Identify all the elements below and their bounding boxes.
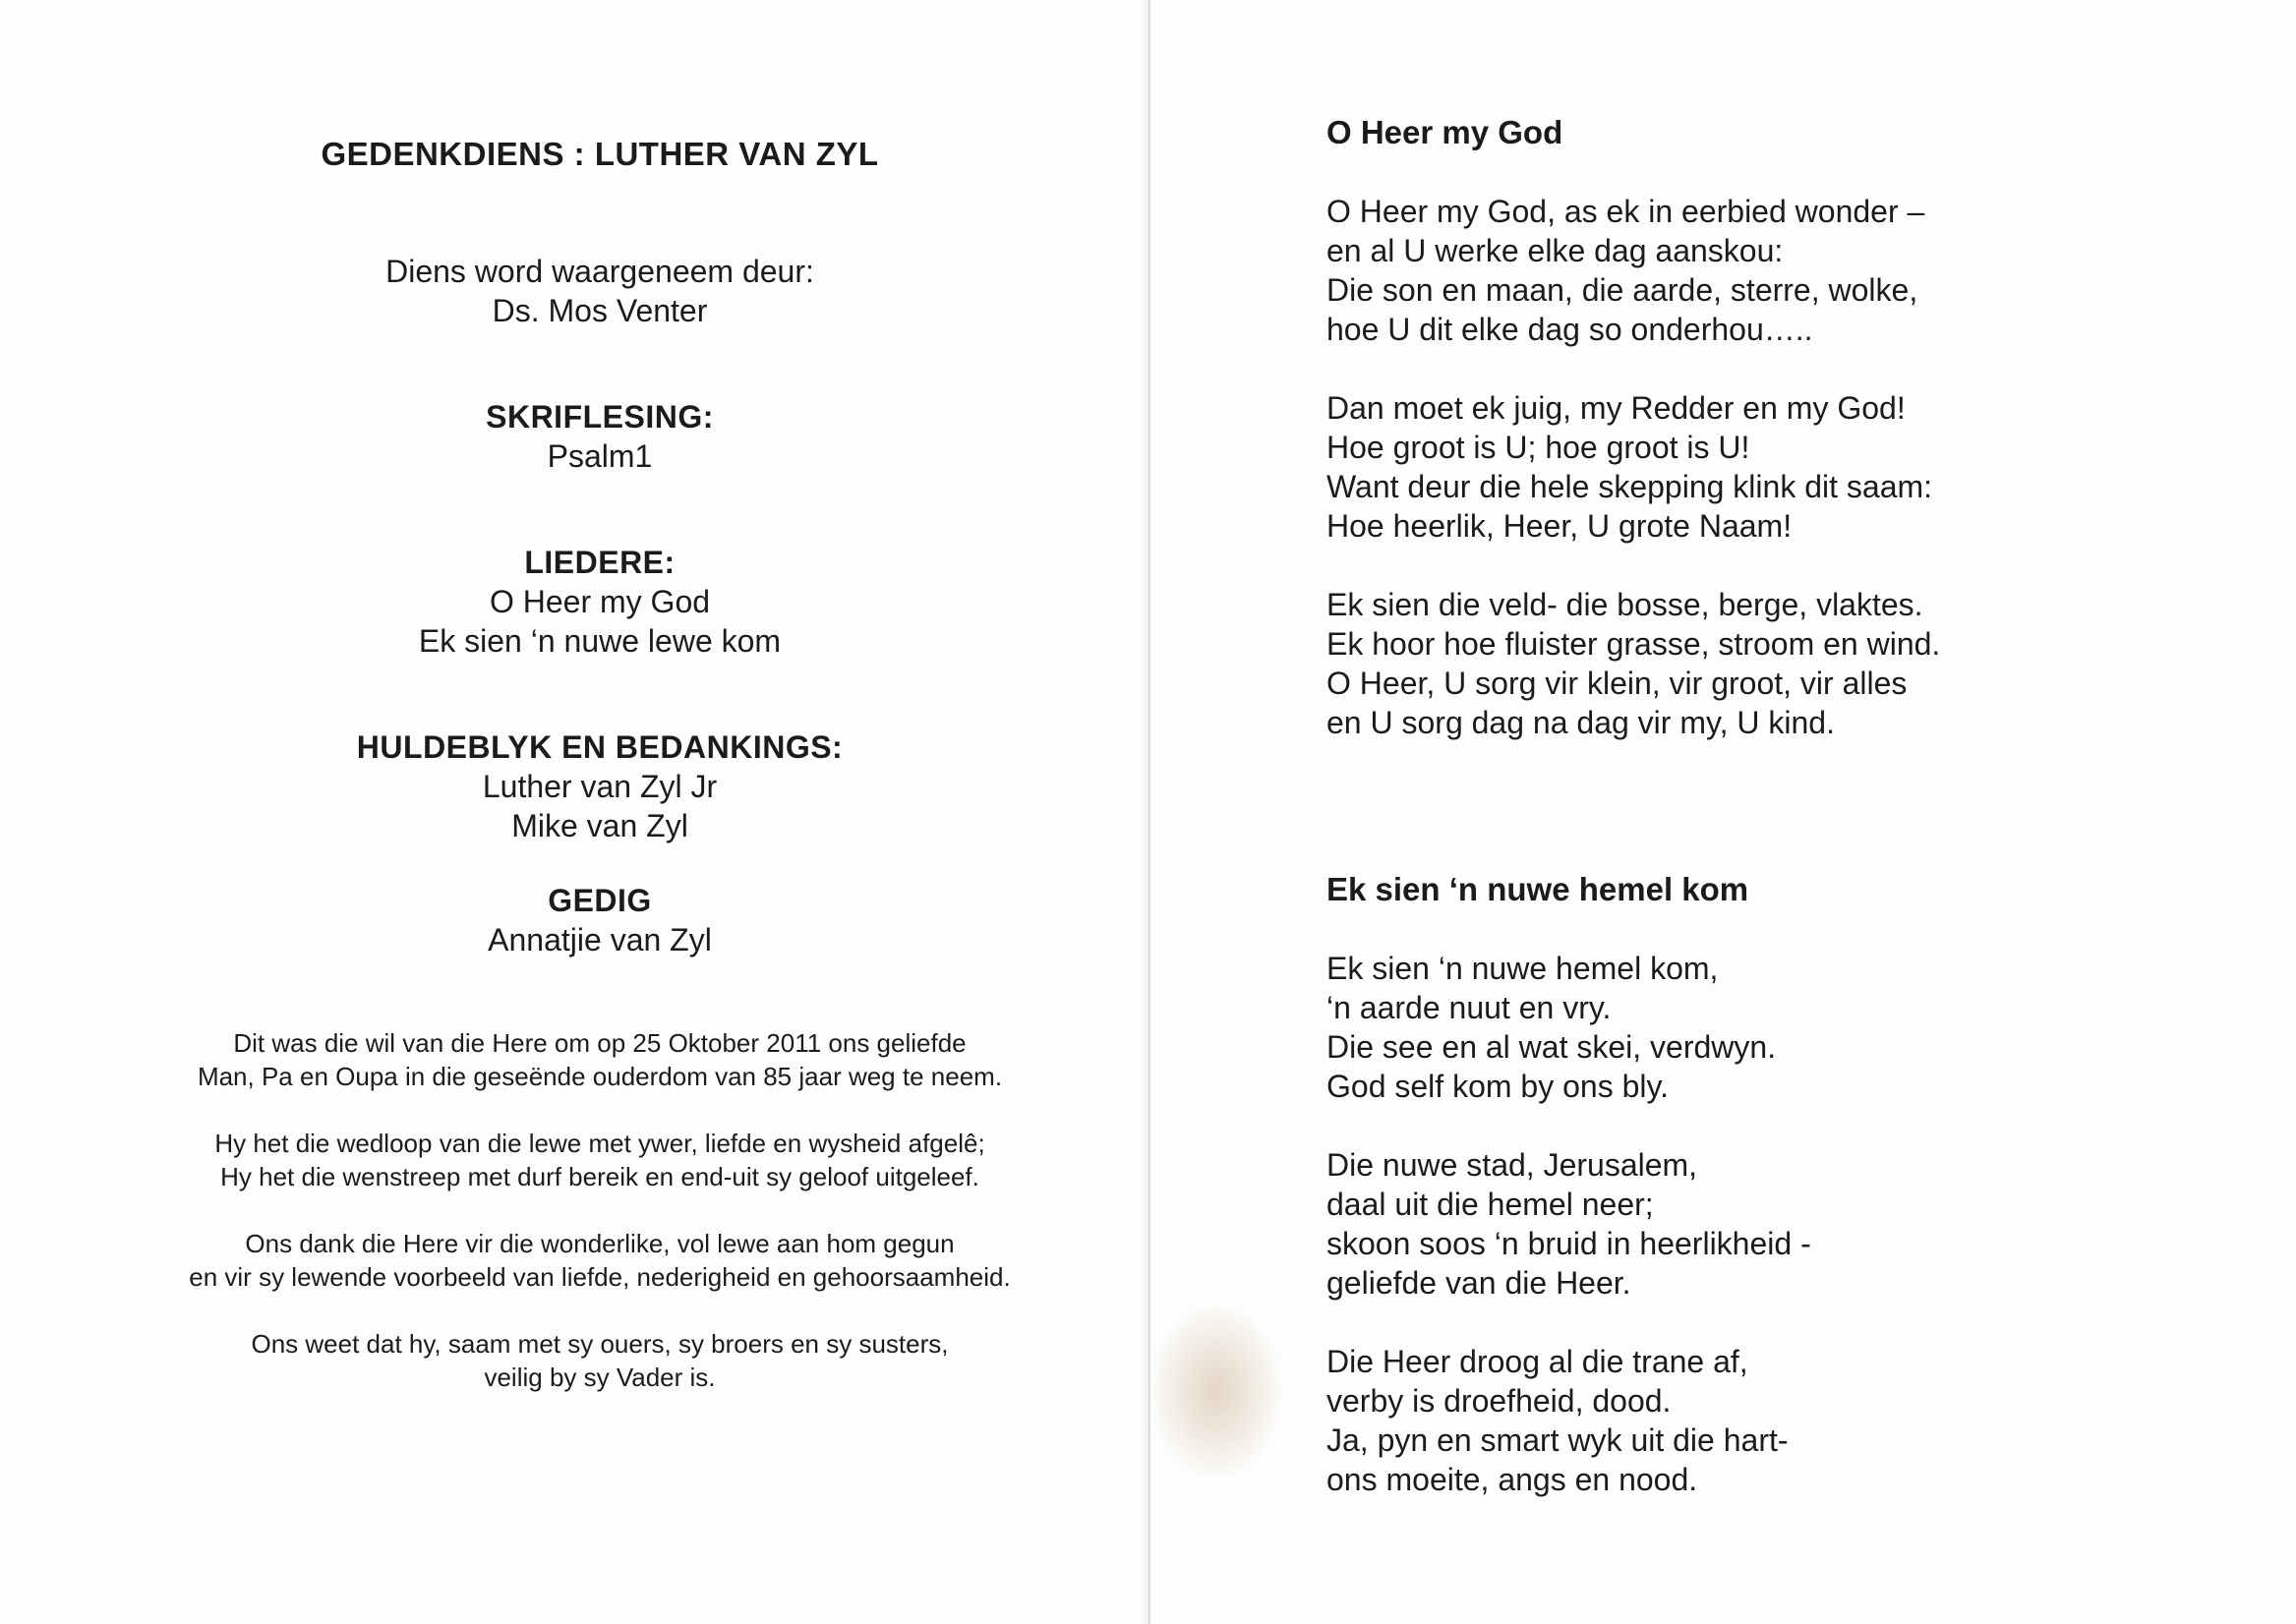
verse-line: Die Heer droog al die trane af, bbox=[1326, 1344, 1748, 1379]
verse-line: Ek sien ‘n nuwe hemel kom, bbox=[1326, 951, 1719, 986]
verse-line: daal uit die hemel neer; bbox=[1326, 1187, 1654, 1222]
verse-line: Dan moet ek juig, my Redder en my God! bbox=[1326, 390, 1906, 426]
verse-line: O Heer my God, as ek in eerbied wonder – bbox=[1326, 194, 1925, 229]
verse-line: hoe U dit elke dag so onderhou….. bbox=[1326, 312, 1813, 347]
scripture-section bbox=[79, 397, 1121, 476]
page-title: GEDENKDIENS : LUTHER VAN ZYL bbox=[321, 136, 879, 172]
poem-section bbox=[79, 881, 1121, 959]
tribute-speaker: Mike van Zyl bbox=[511, 808, 688, 843]
paragraph-line: Ons dank die Here vir die wonderlike, vol lewe aan hom gegun bbox=[245, 1229, 955, 1258]
scripture-reading: Psalm1 bbox=[547, 438, 653, 474]
stanza bbox=[1326, 949, 2113, 1106]
memorial-paragraph bbox=[79, 1127, 1121, 1193]
verse-line: Ja, pyn en smart wyk uit die hart- bbox=[1326, 1422, 1789, 1458]
verse-line: verby is droefheid, dood. bbox=[1326, 1383, 1672, 1419]
paragraph-line: Hy het die wedloop van die lewe met ywer, liefde en wysheid afgelê; bbox=[214, 1129, 985, 1158]
memorial-paragraph bbox=[79, 1026, 1121, 1093]
song-item: O Heer my God bbox=[489, 584, 711, 619]
verse-line: Hoe heerlik, Heer, U grote Naam! bbox=[1326, 508, 1793, 544]
verse-line: ‘n aarde nuut en vry. bbox=[1326, 990, 1612, 1025]
paragraph-line: veilig by sy Vader is. bbox=[484, 1363, 716, 1392]
song-lyrics bbox=[1326, 113, 2113, 1538]
stanza bbox=[1326, 585, 2113, 742]
verse-line: God self kom by ons bly. bbox=[1326, 1069, 1669, 1104]
officiant-label: Diens word waargeneem deur: bbox=[385, 254, 814, 289]
spacer bbox=[1326, 782, 2113, 870]
tributes-section bbox=[79, 727, 1121, 845]
service-programme bbox=[79, 136, 1121, 1427]
section-heading: LIEDERE: bbox=[524, 545, 676, 580]
song-item: Ek sien ‘n nuwe lewe kom bbox=[418, 623, 782, 659]
paragraph-line: Hy het die wenstreep met durf bereik en end-uit sy geloof uitgeleef. bbox=[220, 1162, 979, 1191]
song-ek-sien-n-nuwe-hemel-kom bbox=[1326, 870, 2113, 1499]
verse-line: geliefde van die Heer. bbox=[1326, 1265, 1631, 1301]
stanza bbox=[1326, 1342, 2113, 1499]
paragraph-line: Ons weet dat hy, saam met sy ouers, sy broers en sy susters, bbox=[251, 1329, 949, 1359]
verse-line: Hoe groot is U; hoe groot is U! bbox=[1326, 430, 1750, 465]
verse-line: Ek hoor hoe fluister grasse, stroom en wind. bbox=[1326, 626, 1941, 662]
tribute-speaker: Luther van Zyl Jr bbox=[482, 769, 718, 804]
section-heading: GEDIG bbox=[548, 883, 652, 918]
verse-line: Want deur die hele skepping klink dit saam: bbox=[1326, 469, 1933, 504]
paragraph-line: Man, Pa en Oupa in die geseënde ouderdom van 85 jaar weg te neem. bbox=[197, 1062, 1003, 1091]
verse-line: O Heer, U sorg vir klein, vir groot, vir alles bbox=[1326, 666, 1908, 701]
verse-line: Die nuwe stad, Jerusalem, bbox=[1326, 1147, 1698, 1183]
paper-stain bbox=[1152, 1307, 1280, 1475]
stanza bbox=[1326, 1145, 2113, 1303]
memorial-paragraph bbox=[79, 1327, 1121, 1394]
verse-line: Die see en al wat skei, verdwyn. bbox=[1326, 1029, 1777, 1065]
stanza bbox=[1326, 388, 2113, 546]
verse-line: ons moeite, angs en nood. bbox=[1326, 1462, 1698, 1497]
songs-section bbox=[79, 543, 1121, 661]
stanza bbox=[1326, 192, 2113, 349]
verse-line: en al U werke elke dag aanskou: bbox=[1326, 233, 1784, 268]
song-title: Ek sien ‘n nuwe hemel kom bbox=[1326, 871, 1749, 907]
verse-line: skoon soos ‘n bruid in heerlikheid - bbox=[1326, 1226, 1811, 1261]
paragraph-line: en vir sy lewende voorbeeld van liefde, nederigheid en gehoorsaamheid. bbox=[189, 1262, 1011, 1292]
section-heading: SKRIFLESING: bbox=[486, 399, 714, 435]
section-heading: HULDEBLYK EN BEDANKINGS: bbox=[356, 729, 844, 765]
officiant-name: Ds. Mos Venter bbox=[492, 293, 708, 328]
officiant-section bbox=[79, 252, 1121, 330]
song-o-heer-my-god bbox=[1326, 113, 2113, 742]
memorial-paragraph bbox=[79, 1227, 1121, 1294]
poem-reader: Annatjie van Zyl bbox=[488, 922, 712, 957]
verse-line: en U sorg dag na dag vir my, U kind. bbox=[1326, 705, 1835, 740]
paragraph-line: Dit was die wil van die Here om op 25 Oktober 2011 ons geliefde bbox=[233, 1028, 967, 1058]
memorial-text bbox=[79, 1026, 1121, 1394]
verse-line: Ek sien die veld- die bosse, berge, vlaktes. bbox=[1326, 587, 1923, 622]
song-title: O Heer my God bbox=[1326, 114, 1563, 150]
verse-line: Die son en maan, die aarde, sterre, wolke, bbox=[1326, 272, 1918, 308]
